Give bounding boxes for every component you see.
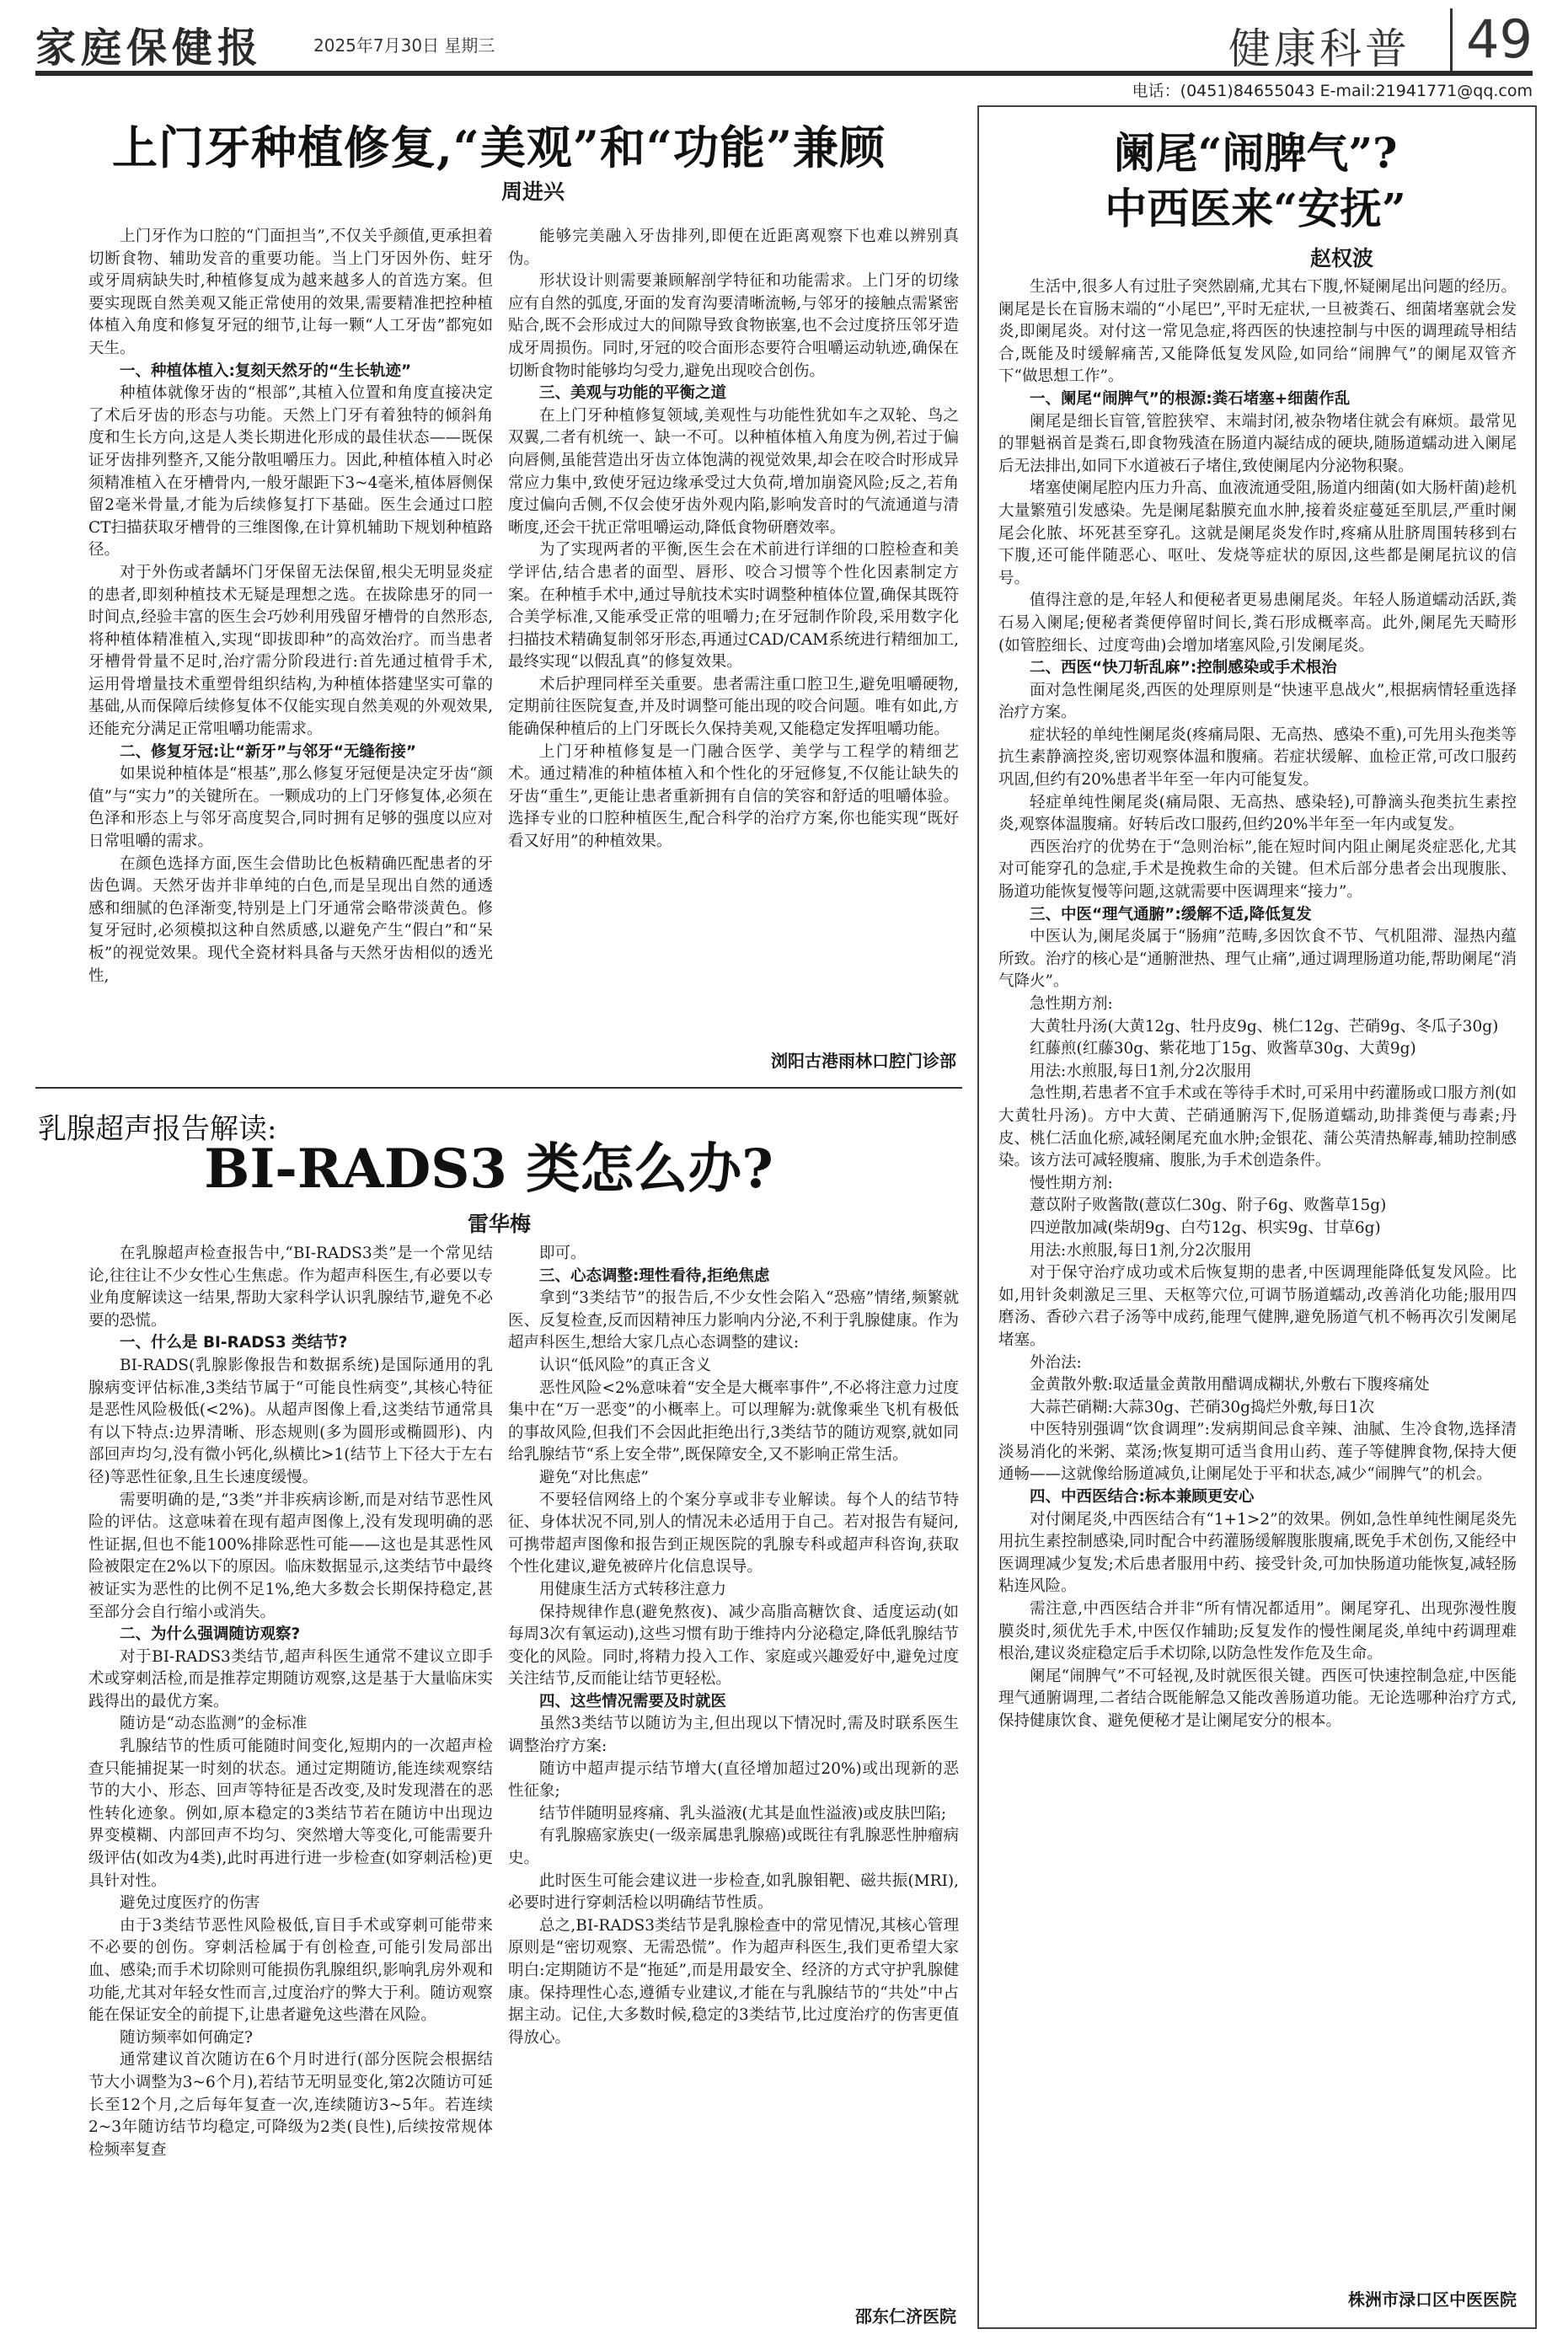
paragraph: 即可。 [539, 1245, 586, 1262]
article1-column-2 [508, 226, 959, 1035]
paragraph: 种植体就像牙齿的“根部”,其植入位置和角度直接决定了术后牙齿的形态与功能。天然上门牙有着独特的倾斜角度和生长方向,这是人类长期进化形成的最佳状态——既保证牙齿排列整齐,又能分散咀嚼压力。因此,种植体植入时必须精准植入在牙槽骨内,一般牙龈距下3~4毫米,植体唇侧保留2毫米骨量,才能为后续修复打下基础。医生会通过口腔CT扫描获取牙槽骨的三维图像,在计算机辅助下规划种植路径。 [88, 384, 493, 559]
section-heading: 三、美观与功能的平衡之道 [539, 384, 727, 403]
divider-line [35, 1087, 962, 1089]
article2-source: 邵东仁济医院 [855, 2306, 956, 2326]
section-heading: 一、种植体植入:复刻天然牙的“生长轨迹” [120, 361, 412, 380]
paragraph: 术后护理同样至关重要。患者需注重口腔卫生,避免咀嚼硬物,定期前往医院复查,并及时调整可能出现的咬合问题。唯有如此,方能确保种植后的上门牙既长久保持美观,又能稳定发挥咀嚼功能。 [508, 675, 959, 739]
section-heading: 二、西医“快刀斩乱麻”:控制感染或手术根治 [1030, 659, 1337, 677]
paragraph: 为了实现两者的平衡,医生会在术前进行详细的口腔检查和美学评估,结合患者的面型、唇形、咬合习惯等个性化因素制定方案。在种植手术中,通过导航技术实时调整种植体位置,确保其既符合美学标准,又能承受正常的咀嚼力;在牙冠制作阶段,采用数字化扫描技术精确复制邻牙形态,再通过CAD/CAM系统进行精细加工,最终实现“以假乱真”的修复效果。 [508, 541, 959, 672]
section-heading: 四、这些情况需要及时就医 [539, 1692, 727, 1711]
paragraph: 总之,BI-RADS3类结节是乳腺检查中的常见情况,其核心管理原则是“密切观察、无需恐慌”。作为超声科医生,我们更希望大家明白:定期随访不是“拖延”,而是用最安全、经济的方式守护乳腺健康。保持理性心态,遵循专业建议,才能在与乳腺结节的“共处”中占据主动。记住,大多数时候,稳定的3类结节,比过度治疗的伤害更值得放心。 [508, 1916, 959, 2047]
article3-title-line1: 阑尾“闹脾气”? [1113, 128, 1398, 178]
paragraph: 拿到“3类结节”的报告后,不少女性会陷入“恐癌”情绪,频繁就医、反复检查,反而因精神压力影响内分泌,不利于乳腺健康。作为超声科医生,想给大家几点心态调整的建议: [508, 1289, 959, 1352]
paragraph: 红藤煎(红藤30g、紫花地丁15g、败酱草30g、大黄9g) [1030, 1040, 1416, 1058]
article3-source: 株洲市渌口区中医医院 [1348, 2289, 1517, 2310]
paragraph: 上门牙作为口腔的“门面担当”,不仅关乎颜值,更承担着切断食物、辅助发音的重要功能。当上门牙因外伤、蛀牙或牙周病缺失时,种植修复成为越来越多人的首选方案。但要实现既自然美观又能正常使用的效果,需要精准把控种植体植入角度和修复牙冠的细节,让每一颗“人工牙齿”都宛如天生。 [88, 228, 493, 357]
section-heading: 四、中西医结合:标本兼顾更安心 [1030, 1488, 1255, 1507]
section-heading: 三、中医“理气通腑”:缓解不适,降低复发 [1030, 905, 1312, 924]
paragraph: 对于保守治疗成功或术后恢复期的患者,中医调理能降低复发风险。比如,用针灸刺激足三里、天枢等穴位,可调节肠道蠕动,改善消化功能;服用四磨汤、香砂六君子汤等中成药,能理气健脾,避免肠道气机不畅再次引发阑尾堵塞。 [998, 1264, 1517, 1349]
article3-title-line2: 中西医来“安抚” [1105, 184, 1406, 233]
paragraph: 恶性风险<2%意味着“安全是大概率事件”,不必将注意力过度集中在“万一恶变”的小概率上。可以理解为:就像乘坐飞机有极低的事故风险,但我们不会因此拒绝出行,3类结节的随访观察,就如同给乳腺结节“系上安全带”,既保障安全,又不影响正常生活。 [508, 1379, 959, 1464]
paragraph: 慢性期方剂: [1030, 1174, 1113, 1192]
paragraph: 堵塞使阑尾腔内压力升高、血液流通受阻,肠道内细菌(如大肠杆菌)趁机大量繁殖引发感染。先是阑尾黏膜充血水肿,接着炎症蔓延至肌层,严重时阑尾会化脓、坏死甚至穿孔。这就是阑尾炎发作时,疼痛从肚脐周围转移到右下腹,还可能伴随恶心、呕吐、发烧等症状的原因,这些都是阑尾抗议的信号。 [998, 479, 1517, 587]
section-name: 健康科普 [1228, 24, 1410, 73]
paragraph: 在颜色选择方面,医生会借助比色板精确匹配患者的牙齿色调。天然牙齿并非单纯的白色,而是呈现出自然的通透感和细腻的色泽渐变,特别是上门牙通常会略带淡黄色。修复牙冠时,必须模拟这种自然质感,以避免产生“假白”和“呆板”的视觉效果。现代全瓷材料具备与天然牙齿相似的透光性, [88, 854, 493, 985]
paragraph: 对于BI-RADS3类结节,超声科医生通常不建议立即手术或穿刺活检,而是推荐定期随访观察,这是基于大量临床实践得出的最优方案。 [88, 1647, 493, 1711]
paragraph: 金黄散外敷:取适量金黄散用醋调成糊状,外敷右下腹疼痛处 [1030, 1376, 1430, 1395]
paragraph: 外治法: [1030, 1353, 1082, 1372]
article2-column-2 [508, 1243, 959, 2296]
paragraph: 对付阑尾炎,中西医结合有“1+1>2”的效果。例如,急性单纯性阑尾炎先用抗生素控制感染,同时配合中药灌肠缓解腹胀腹痛,既免手术创伤,又能经中医调理减少复发;术后患者服用中药、接受针灸,可加快肠道功能恢复,减轻肠粘连风险。 [998, 1510, 1517, 1596]
paragraph: 用法:水煎服,每日1剂,分2次服用 [1030, 1241, 1252, 1260]
article1-author: 周进兴 [500, 179, 565, 204]
paragraph: 需要明确的是,“3类”并非疾病诊断,而是对结节恶性风险的评估。这意味着在现有超声图像上,没有发现明确的恶性证据,但也不能100%排除恶性可能——这也是其恶性风险被限定在2%以下的原因。临床数据显示,这类结节中最终被证实为恶性的比例不足1%,绝大多数会长期保持稳定,甚至部分会自行缩小或消失。 [88, 1491, 493, 1621]
paragraph: 生活中,很多人有过肚子突然剧痛,尤其右下腹,怀疑阑尾出问题的经历。阑尾是长在盲肠末端的“小尾巴”,平时无症状,一旦被粪石、细菌堵塞就会发炎,即阑尾炎。对付这一常见急症,将西医的快速控制与中医的调理疏导相结合,既能及时缓解痛苦,又能降低复发风险,如同给“闹脾气”的阑尾双管齐下“做思想工作”。 [998, 278, 1517, 386]
paragraph: 面对急性阑尾炎,西医的处理原则是“快速平息战火”,根据病情轻重选择治疗方案。 [998, 681, 1517, 722]
article2-author: 雷华梅 [467, 1212, 531, 1236]
paragraph: 通常建议首次随访在6个月时进行(部分医院会根据结节大小调整为3~6个月),若结节无明显变化,第2次随访可延长至12个月,之后每年复查一次,连续随访3~5年。若连续2~3年随访结节均稳定,可降级为2类(良性),后续按常规体检频率复查 [88, 2051, 493, 2159]
paragraph: 大黄牡丹汤(大黄12g、牡丹皮9g、桃仁12g、芒硝9g、冬瓜子30g) [1030, 1017, 1499, 1036]
paragraph: 需注意,中西医结合并非“所有情况都适用”。阑尾穿孔、出现弥漫性腹膜炎时,须优先手术,中医仅作辅助;反复发作的慢性阑尾炎,单纯中药调理难根治,建议炎症稳定后手术切除,以防急性发作危及生命。 [998, 1600, 1517, 1663]
paragraph: 此时医生可能会建议进一步检查,如乳腺钼靶、磁共振(MRI),必要时进行穿刺活检以明确结节性质。 [508, 1871, 959, 1913]
paragraph: 用健康生活方式转移注意力 [539, 1580, 727, 1598]
paragraph: 在上门牙种植修复领域,美观性与功能性犹如车之双轮、鸟之双翼,二者有机统一、缺一不可。以种植体植入角度为例,若过于偏向唇侧,虽能营造出牙齿立体饱满的视觉效果,却会在咬合时形成异常应力集中,致使牙冠边缘承受过大负荷,增加崩瓷风险;反之,若角度过偏向舌侧,不仅会使牙齿外观内陷,影响发音时的气流通道与清晰度,还会干扰正常咀嚼运动,降低食物研磨效率。 [508, 406, 959, 537]
section-heading: 二、为什么强调随访观察? [120, 1625, 301, 1644]
paragraph: 中医认为,阑尾炎属于“肠痈”范畴,多因饮食不节、气机阻滞、湿热内蕴所致。治疗的核心是“通腑泄热、理气止痛”,通过调理肠道功能,帮助阑尾“消气降火”。 [998, 928, 1517, 991]
paragraph: 阑尾“闹脾气”不可轻视,及时就医很关键。西医可快速控制急症,中医能理气通腑调理,二者结合既能解急又能改善肠道功能。无论选哪种治疗方式,保持健康饮食、避免便秘才是让阑尾安分的根本。 [998, 1667, 1517, 1730]
paragraph: 症状轻的单纯性阑尾炎(疼痛局限、无高热、感染不重),可先用头孢类等抗生素静滴控炎,密切观察体温和腹痛。若症状缓解、血检正常,可改口服药巩固,但约有20%患者半年至一年内可能复发。 [998, 725, 1517, 790]
section-heading: 一、什么是 BI-RADS3 类结节? [120, 1334, 348, 1352]
section-heading: 二、修复牙冠:让“新牙”与邻牙“无缝衔接” [120, 742, 417, 761]
paragraph: 随访中超声提示结节增大(直径增加超过20%)或出现新的恶性征象; [508, 1759, 959, 1801]
article2-kicker: 乳腺超声报告解读: [38, 1112, 277, 1146]
paragraph: 随访频率如何确定? [120, 2028, 253, 2047]
paragraph: 避免过度医疗的伤害 [120, 1894, 260, 1913]
paragraph: 虽然3类结节以随访为主,但出现以下情况时,需及时联系医生调整治疗方案: [508, 1715, 959, 1756]
paragraph: 西医治疗的优势在于“急则治标”,能在短时间内阻止阑尾炎症恶化,尤其对可能穿孔的急症,手术是挽救生命的关键。但术后部分患者会出现腹胀、肠道功能恢复慢等问题,这就需要中医调理来“接力”。 [998, 838, 1517, 902]
paragraph: 值得注意的是,年轻人和便秘者更易患阑尾炎。年轻人肠道蠕动活跃,粪石易入阑尾;便秘者粪便停留时间长,粪石形成概率高。此外,阑尾先天畸形(如管腔细长、过度弯曲)会增加堵塞风险,引发阑尾炎。 [998, 592, 1517, 655]
contact-info: 电话：(0451)84655043 E-mail:21941771@qq.com [1132, 82, 1533, 100]
paragraph: 有乳腺癌家族史(一级亲属患乳腺癌)或既往有乳腺恶性肿瘤病史。 [508, 1827, 959, 1868]
issue-date: 2025年7月30日 星期三 [313, 35, 495, 56]
article1-title: 上门牙种植修复,“美观”和“功能”兼顾 [111, 120, 886, 174]
page-number: 49 [1450, 8, 1533, 71]
newspaper-name: 家庭保健报 [35, 24, 264, 72]
paragraph: 轻症单纯性阑尾炎(痛局限、无高热、感染轻),可静滴头孢类抗生素控炎,观察体温腹痛。好转后改口服药,但约20%半年至一年内或复发。 [998, 793, 1517, 834]
paragraph: 急性期方剂: [1030, 995, 1113, 1013]
article2-title: BI-RADS3 类怎么办? [204, 1138, 773, 1201]
paragraph: 由于3类结节恶性风险极低,盲目手术或穿刺可能带来不必要的创伤。穿刺活检属于有创检查,可能引发局部出血、感染;而手术切除则可能损伤乳腺组织,影响乳房外观和功能,尤其对年轻女性而言,过度治疗的弊大于利。随访观察能在保证安全的前提下,让患者避免这些潜在风险。 [88, 1916, 493, 2025]
paragraph: 薏苡附子败酱散(薏苡仁30g、附子6g、败酱草15g) [1030, 1197, 1387, 1215]
paragraph: 避免“对比焦虑” [539, 1468, 649, 1486]
paragraph: BI-RADS(乳腺影像报告和数据系统)是国际通用的乳腺病变评估标准,3类结节属于“可能良性病变”,其核心特征是恶性风险极低(<2%)。从超声图像上看,这类结节通常具有以下特点:边界清晰、形态规则(多为圆形或椭圆形)、内部回声均匀,没有微小钙化,纵横比>1(结节上下径大于左右径)等恶性征象,且生长速度缓慢。 [88, 1356, 493, 1486]
paragraph: 在乳腺超声检查报告中,“BI-RADS3类”是一个常见结论,往往让不少女性心生焦虑。作为超声科医生,有必要以专业角度解读这一结果,帮助大家科学认识乳腺结节,避免不必要的恐慌。 [88, 1245, 493, 1330]
masthead [35, 10, 1533, 76]
article2-column-1 [88, 1243, 493, 2326]
paragraph: 四逆散加减(柴胡9g、白芍12g、枳实9g、甘草6g) [1030, 1218, 1381, 1237]
paragraph: 乳腺结节的性质可能随时间变化,短期内的一次超声检查只能捕捉某一时刻的状态。通过定期随访,能连续观察结节的大小、形态、回声等特征是否改变,及时发现潜在的恶性转化迹象。例如,原本稳定的3类结节若在随访中出现边界变模糊、内部回声不均匀、突然增大等变化,可能需要升级评估(如改为4类),此时再进行进一步检查(如穿刺活检)更具针对性。 [88, 1737, 493, 1890]
article3-column [998, 276, 1517, 2278]
article1-source: 浏阳古港雨林口腔门诊部 [771, 1051, 956, 1071]
article1-column-1 [88, 226, 493, 1094]
paragraph: 能够完美融入牙齿排列,即便在近距离观察下也难以辨别真伪。 [508, 228, 959, 268]
paragraph: 大蒜芒硝糊:大蒜30g、芒硝30g捣烂外敷,每日1次 [1030, 1398, 1375, 1416]
paragraph: 对于外伤或者龋坏门牙保留无法保留,根尖无明显炎症的患者,即刻种植技术无疑是理想之选。在拔除患牙的同一时间点,经验丰富的医生会巧妙利用残留牙槽骨的自然形态,将种植体精准植入,实现“即拔即种”的高效治疗。而当患者牙槽骨骨量不足时,治疗需分阶段进行:首先通过植骨手术,运用骨增量技术重塑骨组织结构,为种植体搭建坚实可靠的基础,从而保障后续修复体不仅能实现自然美观的外观效果,还能充分满足正常咀嚼功能需求。 [88, 563, 493, 739]
paragraph: 用法:水煎服,每日1剂,分2次服用 [1030, 1062, 1252, 1080]
article3-author: 赵权波 [1309, 246, 1373, 270]
paragraph: 结节伴随明显疼痛、乳头溢液(尤其是血性溢液)或皮肤凹陷; [539, 1804, 947, 1823]
paragraph: 如果说种植体是“根基”,那么修复牙冠便是决定牙齿“颜值”与“实力”的关键所在。一颗成功的上门牙修复体,必须在色泽和形态上与邻牙高度契合,同时拥有足够的强度以应对日常咀嚼的需求。 [88, 765, 493, 851]
paragraph: 急性期,若患者不宜手术或在等待手术时,可采用中药灌肠或口服方剂(如大黄牡丹汤)。方中大黄、芒硝通腑泻下,促肠道蠕动,助排粪便与毒素;丹皮、桃仁活血化瘀,减轻阑尾充血水肿;金银花、蒲公英清热解毒,辅助控制感染。该方法可减轻腹痛、腹胀,为手术创造条件。 [998, 1084, 1517, 1170]
paragraph: 不要轻信网络上的个案分享或非专业解读。每个人的结节特征、身体状况不同,别人的情况未必适用于自己。若对报告有疑问,可携带超声图像和报告到正规医院的乳腺专科或超声科咨询,获取个性化建议,避免被碎片化信息误导。 [508, 1491, 959, 1577]
paragraph: 上门牙种植修复是一门融合医学、美学与工程学的精细艺术。通过精准的种植体植入和个性化的牙冠修复,不仅能让缺失的牙齿“重生”,更能让患者重新拥有自信的笑容和舒适的咀嚼体验。选择专业的口腔种植医生,配合科学的治疗方案,你也能实现“既好看又好用”的种植效果。 [508, 742, 959, 851]
paragraph: 中医特别强调“饮食调理”:发病期间忌食辛辣、油腻、生冷食物,选择清淡易消化的米粥、菜汤;恢复期可适当食用山药、莲子等健脾食物,保持大便通畅——这就像给肠道减负,让阑尾处于平和状态,减少“闹脾气”的机会。 [998, 1421, 1517, 1484]
paragraph: 保持规律作息(避免熬夜)、减少高脂高糖饮食、适度运动(如每周3次有氧运动),这些习惯有助于维持内分泌稳定,降低乳腺结节变化的风险。同时,将精力投入工作、家庭或兴趣爱好中,避免过度关注结节,反而能让结节更轻松。 [508, 1603, 959, 1689]
paragraph: 阑尾是细长盲管,管腔狭窄、末端封闭,被杂物堵住就会有麻烦。最常见的罪魁祸首是粪石,即食物残渣在肠道内凝结成的硬块,随肠道蠕动进入阑尾后无法排出,如同下水道被石子堵住,致使阑尾内分泌物积聚。 [998, 412, 1517, 475]
paragraph: 认识“低风险”的真正含义 [539, 1356, 711, 1374]
section-heading: 三、心态调整:理性看待,拒绝焦虑 [539, 1266, 770, 1285]
paragraph: 随访是“动态监测”的金标准 [120, 1715, 308, 1733]
paragraph: 形状设计则需要兼顾解剖学特征和功能需求。上门牙的切缘应有自然的弧度,牙面的发育沟要清晰流畅,与邻牙的接触点需紧密贴合,既不会形成过大的间隙导致食物嵌塞,也不会过度挤压邻牙造成牙周损伤。同时,牙冠的咬合面形态要符合咀嚼运动轨迹,确保在切断食物时能够均匀受力,避免出现咬合创伤。 [508, 272, 959, 380]
section-heading: 一、阑尾“闹脾气”的根源:粪石堵塞+细菌作乱 [1030, 389, 1351, 408]
